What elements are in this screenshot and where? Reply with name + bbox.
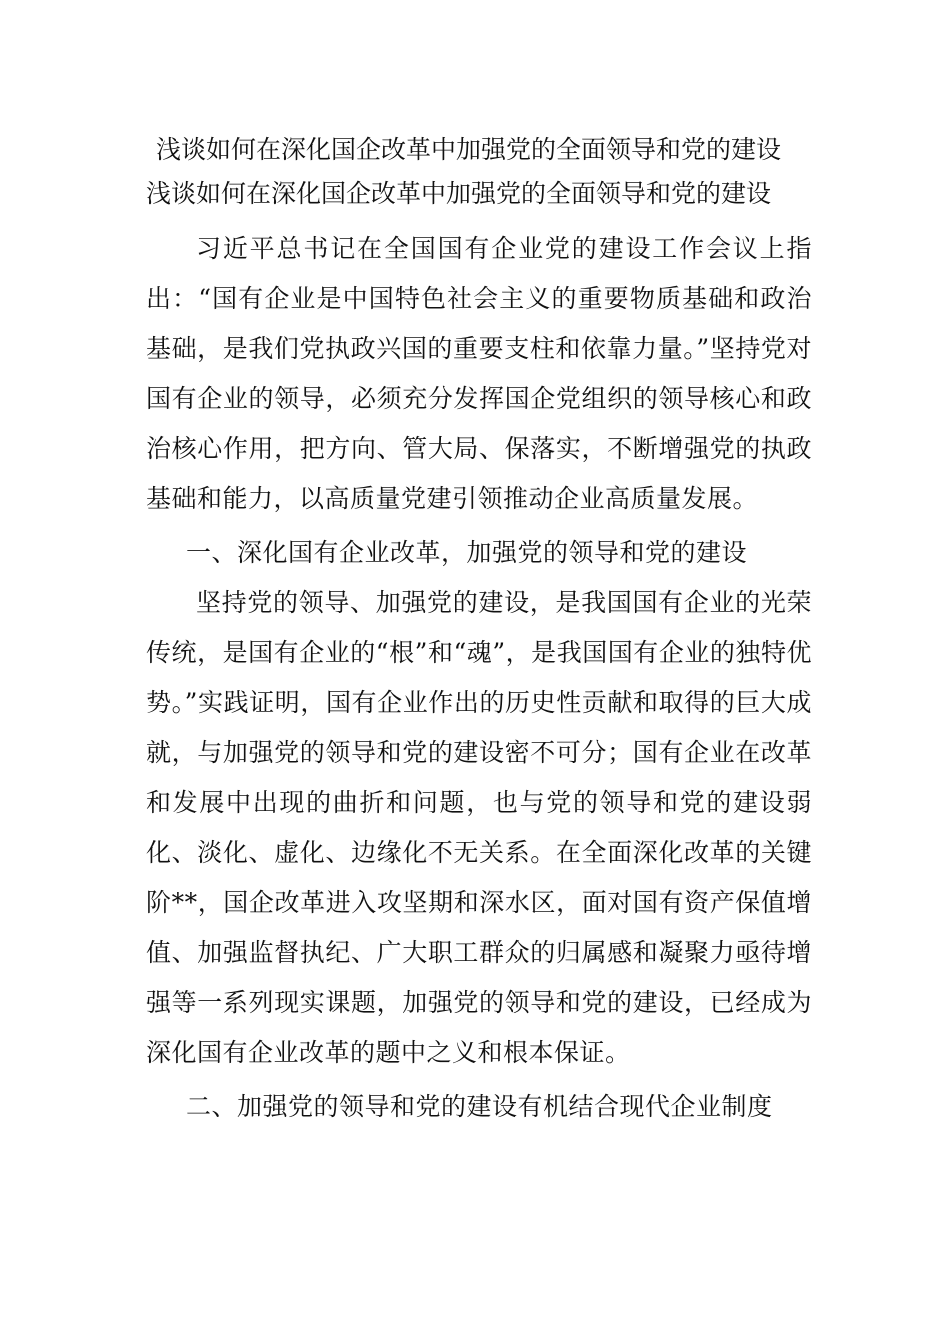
- section-1-paragraph: 坚持党的领导、加强党的建设，是我国国有企业的光荣传统，是国有企业的“根”和“魂”，是我国国有企业的独特优势。”实践证明，国有企业作出的历史性贡献和取得的巨大成就，与加强党的领导和党的建设密不可分；国有企业在改革和发展中出现的曲折和问题，也与党的领导和党的建设弱化、淡化、虚化、边缘化不无关系。在全面深化改革的关键阶**，国企改革进入攻坚期和深水区，面对国有资产保值增值、加强监督执纪、广大职工群众的归属感和凝聚力亟待增强等一系列现实课题，加强党的领导和党的建设，已经成为深化国有企业改革的题中之义和根本保证。: [146, 588, 812, 1067]
- section-heading-2: 二、加强党的领导和党的建设有机结合现代企业制度: [186, 1092, 773, 1121]
- section-heading-1: 一、深化国有企业改革，加强党的领导和党的建设: [186, 538, 748, 567]
- document-title: 浅谈如何在深化国企改革中加强党的全面领导和党的建设: [156, 135, 782, 164]
- document-body: [146, 128, 812, 1132]
- intro-paragraph: 习近平总书记在全国国有企业党的建设工作会议上指出：“国有企业是中国特色社会主义的重要物质基础和政治基础，是我们党执政兴国的重要支柱和依靠力量。”坚持党对国有企业的领导，必须充分发挥国企党组织的领导核心和政治核心作用，把方向、管大局、保落实，不断增强党的执政基础和能力，以高质量党建引领推动企业高质量发展。: [146, 234, 812, 513]
- document-title-repeat: 浅谈如何在深化国企改革中加强党的全面领导和党的建设: [146, 179, 772, 208]
